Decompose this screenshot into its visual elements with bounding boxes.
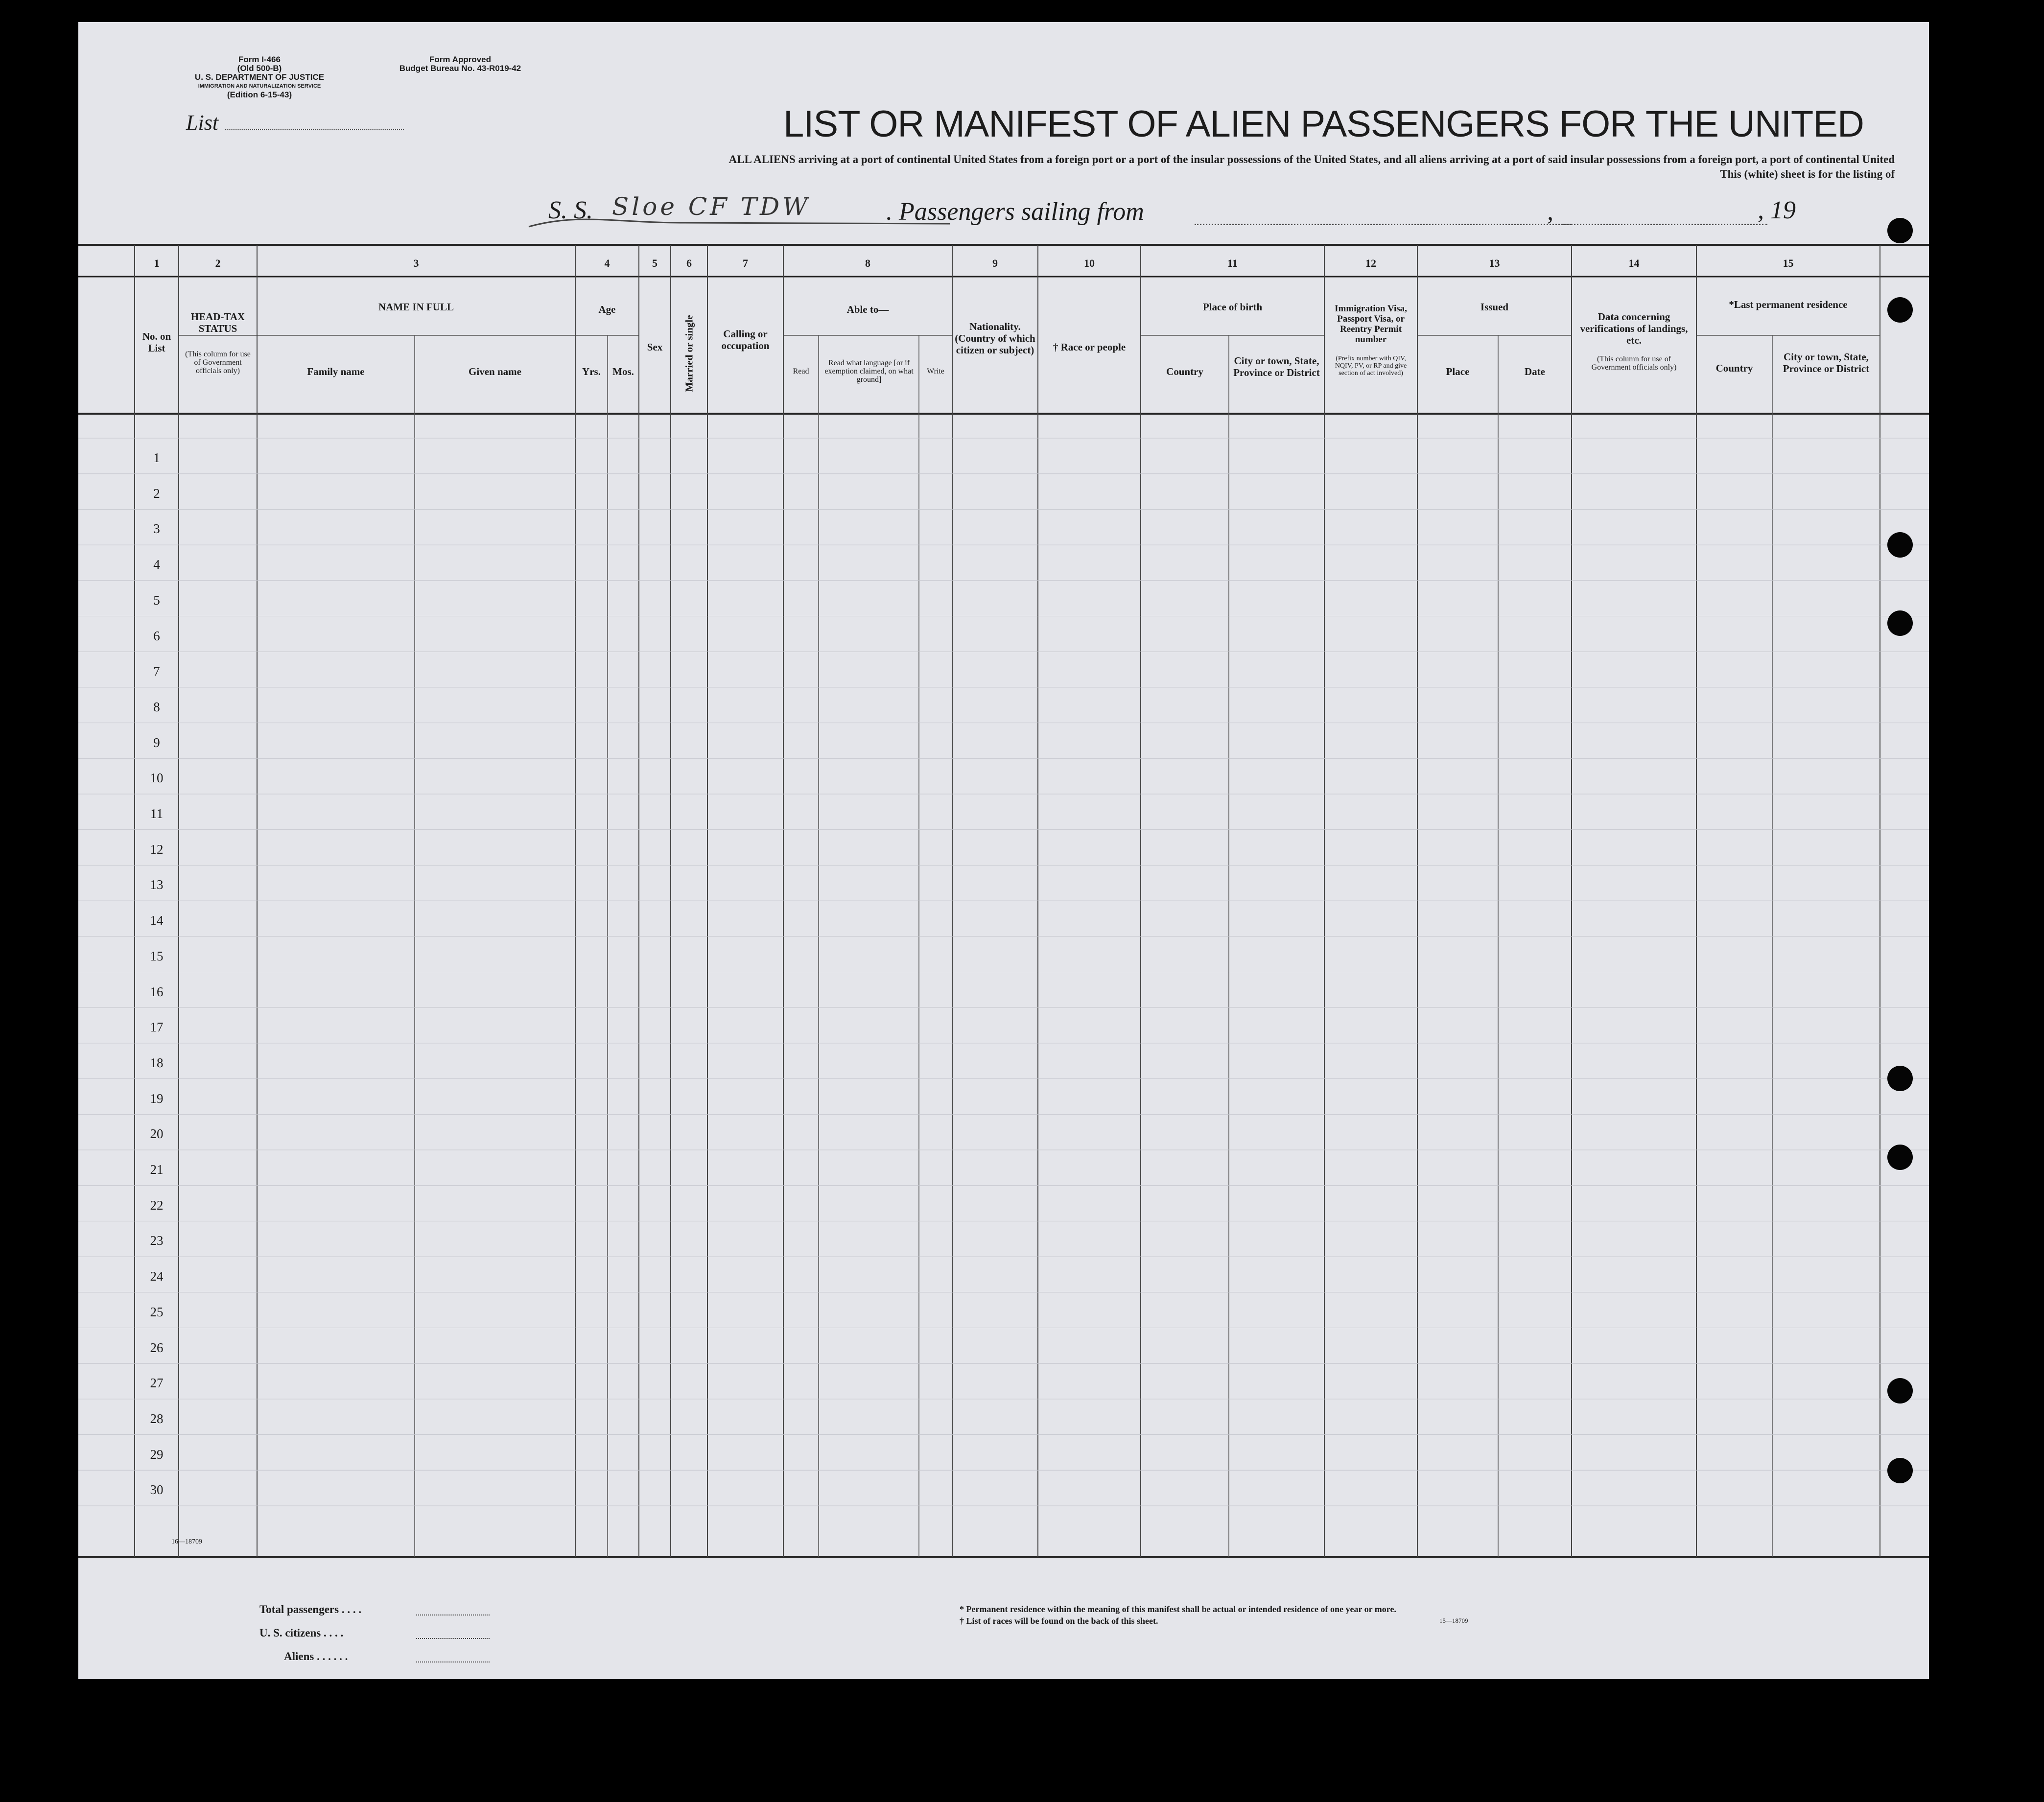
header-given-name: Given name [469,366,521,377]
ship-name-handwritten: Sloe CF TDW [612,192,811,221]
subtitle-line-2: This (white) sheet is for the listing of [1720,168,1895,180]
row-number: 21 [150,1162,164,1177]
print-code: 16—18709 [171,1538,202,1545]
row-number: 30 [150,1482,164,1498]
punch-hole [1887,1458,1913,1483]
row-number: 14 [150,913,164,928]
row-number: 9 [153,735,160,750]
row-number: 13 [150,877,164,892]
row-number: 10 [150,771,164,786]
row-number: 15 [150,948,164,963]
col-number-10: 10 [1084,257,1095,269]
col-number-13: 13 [1489,257,1500,269]
row-number: 6 [153,628,160,643]
row-number: 3 [153,521,160,537]
punch-hole [1887,1066,1913,1091]
row-number: 27 [150,1376,164,1391]
header-data-verification: Data concerning verifications of landings, etc. [1580,311,1688,346]
row-number: 24 [150,1269,164,1284]
year-prefix: , 19 [1758,196,1796,224]
punch-hole [1887,610,1913,636]
row-number: 23 [150,1233,164,1248]
row-number: 26 [150,1340,164,1355]
row-number: 7 [153,664,160,679]
col-number-1: 1 [154,257,160,269]
manifest-sheet [78,22,1929,1679]
total-passengers-label: Total passengers . . . . [259,1603,362,1615]
page-title: LIST OR MANIFEST OF ALIEN PASSENGERS FOR THE UNITED [783,103,1864,145]
header-age: Age [598,304,616,315]
col-number-7: 7 [743,257,748,269]
header-read-language: Read what language [or if exemption claimed, on what ground] [824,359,914,384]
aliens-label: Aliens . . . . . . [284,1650,348,1662]
row-number: 25 [150,1304,164,1319]
punch-hole [1887,297,1913,323]
header-head-tax-note: (This column for use of Government officials only) [185,350,251,375]
col-number-9: 9 [992,257,998,269]
us-citizens-label: U. S. citizens . . . . [259,1627,344,1639]
col-number-15: 15 [1783,257,1794,269]
form-old-number: (Old 500-B) [237,64,282,73]
subtitle-line-1: ALL ALIENS arriving at a port of continental United States from a foreign port or a port of the insular possessions of the United States, and all aliens arriving at a port of said insular possessions from a foreign port, a port of continental United [728,153,1895,165]
row-number: 19 [150,1091,164,1106]
manifest-grid [78,22,1929,1679]
header-issued-date: Date [1525,366,1545,377]
row-number: 11 [150,806,163,821]
ship-prefix: S. S. [548,196,593,224]
header-race: † Race or people [1053,341,1126,353]
footnote-code: 15—18709 [1439,1617,1468,1624]
col-number-3: 3 [413,257,419,269]
punch-hole [1887,1145,1913,1170]
form-number: Form I-466 [238,55,281,64]
row-number: 28 [150,1411,164,1426]
sailing-from-label: . Passengers sailing from [886,198,1144,226]
header-able-to: Able to— [846,304,889,315]
row-number: 29 [150,1447,164,1462]
header-residence-country: Country [1715,362,1753,374]
row-number: 1 [153,450,160,465]
punch-hole [1887,532,1913,558]
header-name-in-full: NAME IN FULL [378,301,454,313]
list-label: List [186,111,219,135]
row-number: 2 [153,486,160,501]
header-mos: Mos. [612,366,634,377]
header-visa: Immigration Visa, Passport Visa, or Reentry Permit number [1335,304,1407,345]
header-head-tax: HEAD-TAX STATUS [190,311,245,334]
col-number-4: 4 [604,257,610,269]
col-number-12: 12 [1365,257,1376,269]
punch-hole [1887,218,1913,243]
header-issued: Issued [1480,301,1509,313]
header-nationality: Nationality. (Country of which citizen or subject) [955,321,1035,356]
punch-hole [1887,1378,1913,1404]
header-read: Read [793,367,809,375]
row-number: 22 [150,1197,164,1213]
footnote-residence: * Permanent residence within the meaning of this manifest shall be actual or intended residence of one year or more. [960,1604,1396,1614]
date-comma: , [1547,198,1553,226]
header-no-on-list: No. on List [142,330,171,354]
header-last-residence: *Last permanent residence [1729,299,1848,310]
row-number: 16 [150,984,164,999]
col-number-5: 5 [652,257,658,269]
row-number: 18 [150,1055,164,1070]
budget-number: Budget Bureau No. 43-R019-42 [399,64,521,73]
row-number: 12 [150,842,164,857]
row-number: 8 [153,699,160,714]
row-number: 20 [150,1126,164,1142]
header-birth-city: City or town, State, Province or District [1233,355,1320,378]
col-number-14: 14 [1628,257,1640,269]
col-number-6: 6 [686,257,692,269]
row-number: 4 [153,557,160,572]
form-approved: Form Approved [429,55,491,64]
form-edition: (Edition 6-15-43) [227,90,292,99]
header-data-verification-note: (This column for use of Government officials only) [1591,355,1677,372]
us-citizens-line [416,1638,490,1639]
form-service: IMMIGRATION AND NATURALIZATION SERVICE [198,83,321,89]
footnote-races: † List of races will be found on the back of this sheet. [960,1616,1158,1626]
row-number: 5 [153,592,160,608]
header-calling: Calling or occupation [721,328,770,351]
header-married-or-single: Married or single [683,315,695,392]
header-issued-place: Place [1446,366,1470,377]
row-number: 17 [150,1020,164,1035]
header-write: Write [927,367,944,375]
header-visa-note: (Prefix number with QIV, NQIV, PV, or RP and give section of act involved) [1335,355,1407,377]
col-number-8: 8 [865,257,870,269]
col-number-11: 11 [1227,257,1238,269]
col-number-2: 2 [215,257,221,269]
header-family-name: Family name [307,366,365,377]
form-department: U. S. DEPARTMENT OF JUSTICE [194,72,325,82]
header-birth-country: Country [1166,366,1203,377]
header-residence-city: City or town, State, Province or District [1783,351,1870,374]
header-yrs: Yrs. [582,366,601,377]
header-sex: Sex [647,341,663,353]
header-place-of-birth: Place of birth [1202,301,1263,313]
